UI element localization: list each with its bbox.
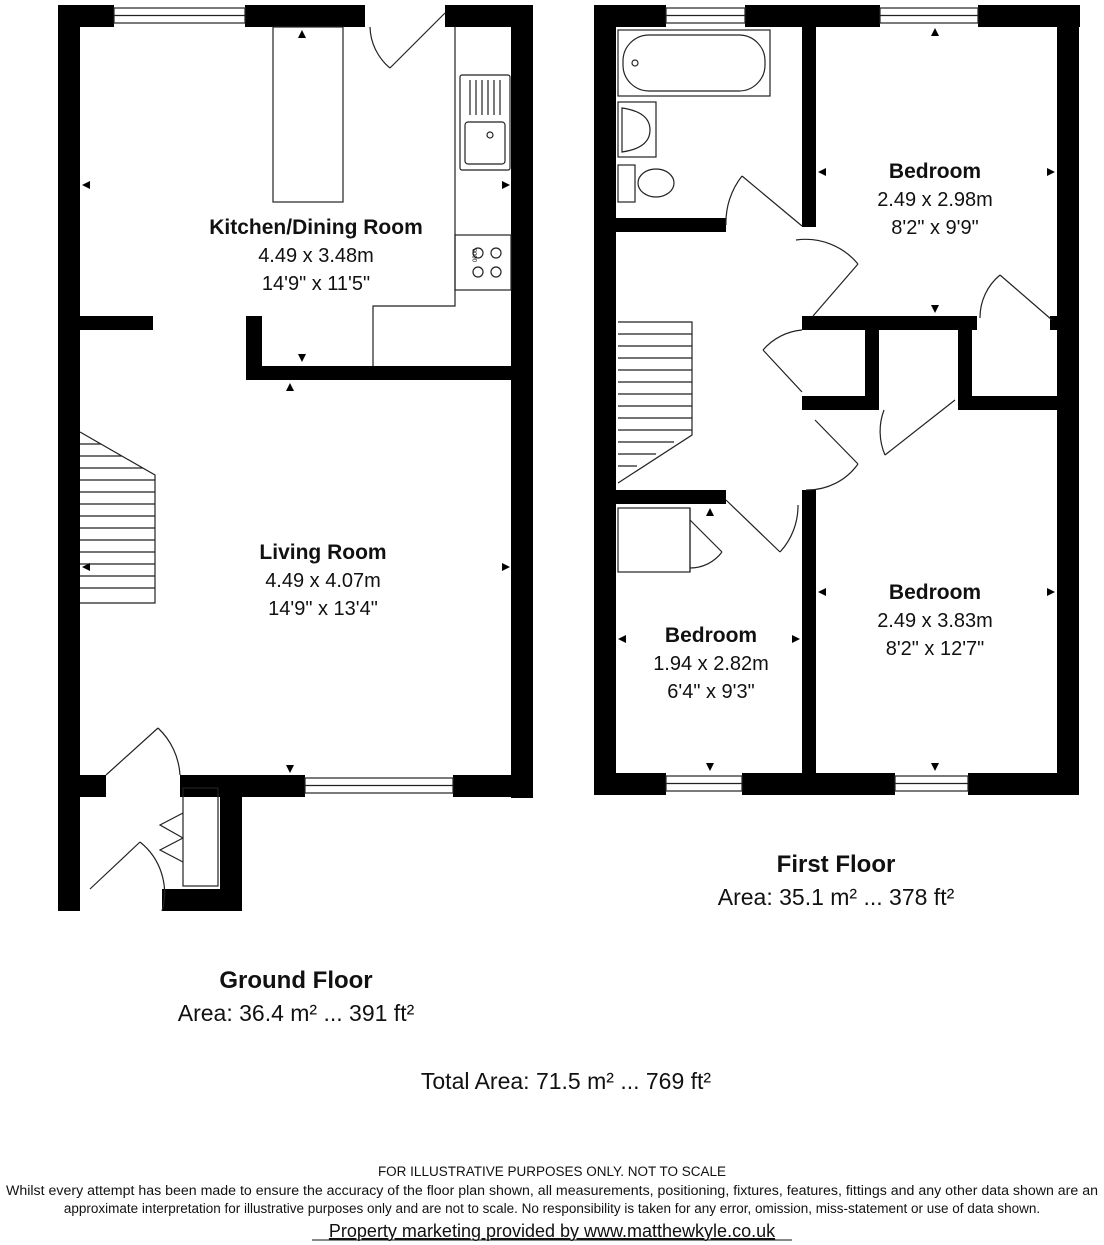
total-area: Total Area: 71.5 m² ... 769 ft² — [420, 1068, 712, 1094]
room-metric-bedroom-3: 2.49 x 3.83m — [877, 610, 993, 632]
credit-link[interactable]: Property marketing provided by www.matthewkyle.co.uk — [328, 1221, 776, 1241]
gf-dimension-arrow — [82, 181, 90, 189]
room-metric-living: 4.49 x 4.07m — [265, 570, 381, 592]
ff-dimension-arrow — [931, 28, 939, 36]
ff-door-cupboard-bed3 — [880, 400, 955, 455]
ff-stairs — [618, 322, 692, 483]
gf-hob — [455, 235, 511, 290]
ff-door-bedroom2 — [726, 500, 798, 552]
ff-dimension-arrow — [706, 508, 714, 516]
gf-wall-left — [58, 5, 80, 798]
ff-wall-bed2-right — [802, 490, 816, 795]
room-imperial-kitchen: 14'9" x 11'5" — [261, 273, 371, 295]
ground-floor-title: Ground Floor — [219, 967, 373, 994]
first-floor-plan — [594, 5, 1080, 795]
ff-wall-cupboard-d — [958, 396, 1079, 410]
ff-wall-cupboard-c — [802, 396, 879, 410]
disclaimer-line-1: FOR ILLUSTRATIVE PURPOSES ONLY. NOT TO SCALE — [377, 1164, 727, 1179]
room-name-kitchen: Kitchen/Dining Room — [209, 216, 423, 239]
ff-wall-bottom-1 — [594, 773, 666, 795]
ground-floor-plan — [58, 5, 533, 911]
room-name-bedroom-1: Bedroom — [888, 160, 982, 183]
gf-dimension-arrow — [298, 30, 306, 38]
gf-porch-wall-left — [58, 775, 80, 911]
ff-door-bedroom3 — [806, 420, 858, 490]
gf-wall-right — [511, 5, 533, 798]
room-name-bedroom-3: Bedroom — [888, 581, 982, 604]
ff-dimension-arrow — [931, 305, 939, 313]
ff-wall-bed2-top — [594, 490, 726, 504]
ff-toilet — [618, 165, 674, 202]
gf-dimension-arrow — [286, 765, 294, 773]
gf-door-front — [90, 842, 165, 911]
room-metric-bedroom-1: 2.49 x 2.98m — [877, 189, 993, 211]
ff-dimension-arrow — [818, 588, 826, 596]
gf-door-kitchen — [370, 13, 445, 68]
ff-dimension-arrow — [706, 763, 714, 771]
gf-wall-bottom-mid — [180, 775, 305, 797]
disclaimer-line-3: approximate interpretation for illustrative purposes only and are not to scale. No responsibility is taken for any error, omission, miss-statement or use of data shown. — [63, 1201, 1041, 1216]
ff-bath — [618, 30, 770, 96]
gf-stairs — [80, 432, 155, 603]
ff-dimension-arrow — [792, 635, 800, 643]
gf-porch-cupboard — [183, 788, 218, 886]
ff-door-bedroom1 — [796, 239, 858, 316]
ff-dimension-arrow — [1047, 168, 1055, 176]
room-name-living: Living Room — [259, 541, 387, 564]
ff-wall-bed1-bottom-a — [802, 316, 977, 330]
ff-wall-bottom-3 — [968, 773, 1079, 795]
ff-door-bathroom — [726, 176, 802, 226]
room-imperial-bedroom-1: 8'2" x 9'9" — [891, 217, 979, 239]
room-imperial-living: 14'9" x 13'4" — [268, 598, 378, 620]
ff-door-cupboard-landing — [763, 330, 802, 392]
ff-wall-bed1-left — [802, 5, 816, 227]
first-floor-area: Area: 35.1 m² ... 378 ft² — [717, 884, 955, 910]
room-imperial-bedroom-3: 8'2" x 12'7" — [885, 638, 985, 660]
ff-dimension-arrow — [1047, 588, 1055, 596]
gf-dimension-arrow — [502, 563, 510, 571]
gf-breakfast-bar — [273, 27, 343, 202]
room-metric-kitchen: 4.49 x 3.48m — [258, 245, 374, 267]
disclaimer-line-2: Whilst every attempt has been made to ensure the accuracy of the floor plan shown, all measurements, positioning, fixtures, features, fittings and any other data shown are an — [6, 1183, 1098, 1198]
ff-wall-bottom-2 — [742, 773, 895, 795]
gf-wall-partition-right — [246, 366, 533, 380]
ff-dimension-arrow — [818, 168, 826, 176]
ff-wall-bath — [594, 218, 726, 232]
gf-wall-top-mid — [245, 5, 365, 27]
gf-hob-controls: 0000 — [473, 248, 479, 262]
room-metric-bedroom-2: 1.94 x 2.82m — [653, 653, 769, 675]
gf-door-porch-inner — [106, 728, 180, 775]
gf-dimension-arrow — [502, 181, 510, 189]
room-name-bedroom-2: Bedroom — [664, 624, 758, 647]
first-floor-title: First Floor — [776, 851, 896, 878]
ff-wall-cupboard-a — [865, 316, 879, 410]
room-imperial-bedroom-2: 6'4" x 9'3" — [667, 681, 755, 703]
ff-dimension-arrow — [931, 763, 939, 771]
gf-worktop — [373, 27, 455, 366]
gf-porch-wall-bottom — [162, 889, 242, 911]
ff-wall-bed1-bottom-b — [1050, 316, 1079, 330]
ff-door-cupboard-bed1 — [980, 275, 1052, 320]
gf-dimension-arrow — [298, 354, 306, 362]
ff-wall-left — [594, 5, 616, 795]
ff-dimension-arrow — [618, 635, 626, 643]
gf-wall-partition-left — [58, 316, 153, 330]
gf-dimension-arrow — [286, 383, 294, 391]
ff-wall-cupboard-b — [958, 316, 972, 410]
ground-floor-area: Area: 36.4 m² ... 391 ft² — [177, 1000, 415, 1026]
ff-bed2-cupboard — [618, 508, 690, 572]
gf-wall-bottom-right — [453, 775, 533, 797]
